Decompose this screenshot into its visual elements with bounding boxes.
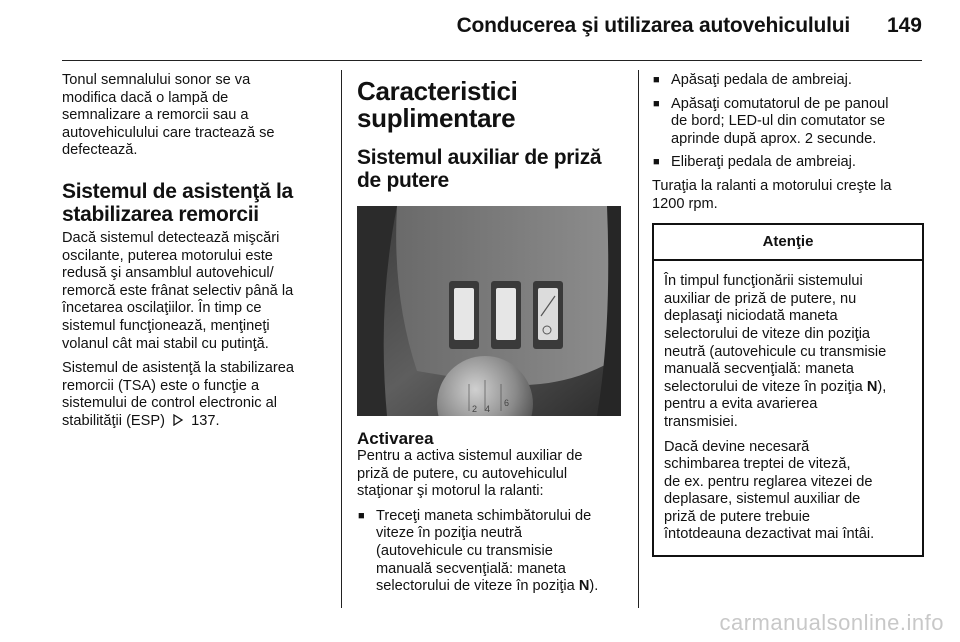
text-line: Eliberaţi pedala de ambreiaj. <box>671 154 856 171</box>
watermark: carmanualsonline.info <box>719 610 944 635</box>
text-line: de bord; LED-ul din comutator se <box>671 113 886 130</box>
square-bullet-icon: ■ <box>653 97 660 110</box>
text-line: pentru a evita avarierea <box>664 396 818 413</box>
header-rule <box>62 60 922 61</box>
gear-position-label: N <box>866 378 878 395</box>
gear-position-label: N <box>578 578 590 595</box>
warning-paragraph-1 <box>664 273 914 431</box>
text-line: viteze în poziţia neutră <box>376 525 523 542</box>
text-line: Apăsaţi pedala de ambreiaj. <box>671 72 852 88</box>
list-item <box>652 72 924 90</box>
warning-box <box>652 223 924 557</box>
text-fragment: selectorului de viteze în poziţia <box>664 378 867 395</box>
text-line: oscilante, puterea motorului este <box>62 247 273 264</box>
subsection-title <box>357 146 625 192</box>
tsa-paragraph-2 <box>62 360 324 430</box>
list-item <box>652 96 924 149</box>
text-fragment: stabilităţii (ESP) <box>62 412 165 429</box>
text-line: volanul cât mai stabil cu putinţă. <box>62 335 269 352</box>
text-line: schimbarea treptei de viteză, <box>664 456 851 473</box>
text-line: priză de putere, cu autovehiculul <box>357 465 568 482</box>
text-line: remorcă este frânat selectiv până la <box>62 282 294 299</box>
text-line: auxiliar de priză de putere, nu <box>664 290 857 307</box>
list-item <box>652 154 924 172</box>
text-line: selectorului de viteze din poziţia <box>664 325 871 342</box>
page-number: 149 <box>886 14 922 37</box>
text-line: modifica dacă o lampă de <box>62 89 229 106</box>
text-line: 1200 rpm. <box>652 195 718 212</box>
warning-paragraph-2 <box>664 439 914 545</box>
text-line: transmisiei. <box>664 413 738 430</box>
list-item <box>357 508 625 596</box>
power-take-off-switch <box>533 281 563 349</box>
square-bullet-icon: ■ <box>358 509 365 522</box>
gear-number: 2 <box>472 404 478 414</box>
text-line: Pentru a activa sistemul auxiliar de <box>357 448 583 464</box>
text-line: Turaţia la ralanti a motorului creşte la <box>652 177 892 194</box>
tsa-heading <box>62 180 324 226</box>
activation-paragraph <box>357 448 625 501</box>
text-line <box>664 379 914 397</box>
intro-paragraph <box>62 72 324 160</box>
square-bullet-icon: ■ <box>653 156 660 169</box>
text-line: Dacă sistemul detectează mişcări <box>62 229 280 246</box>
text-line: (autovehicule cu transmisie <box>376 542 553 559</box>
text-line: neutră (autovehicule cu transmisie <box>664 343 887 360</box>
heading-line: de putere <box>357 169 449 192</box>
text-line: Apăsaţi comutatorul de pe panoul <box>671 95 889 112</box>
text-line: deplasare, sistemul auxiliar de <box>664 491 861 508</box>
text-line: de ex. pentru reglarea vitezei de <box>664 473 873 490</box>
heading-line: Caracteristici <box>357 76 518 106</box>
text-line: staţionar şi motorul la ralanti: <box>357 483 544 500</box>
text-line: Treceţi maneta schimbătorului de <box>376 507 592 524</box>
text-line: În timpul funcţionării sistemului <box>664 273 863 290</box>
gear-number: 4 <box>485 404 491 414</box>
text-fragment: selectorului de viteze în poziţia <box>376 578 579 595</box>
heading-line: Sistemul de asistenţă la <box>62 179 293 203</box>
switch-button <box>449 281 479 349</box>
text-line: Dacă devine necesară <box>664 438 810 455</box>
reference-page-number[interactable]: 137. <box>191 412 220 429</box>
column-divider <box>341 70 342 608</box>
column-2 <box>357 72 625 602</box>
idle-speed-paragraph <box>652 178 924 213</box>
text-line: manuală secvenţială: maneta <box>376 560 566 577</box>
text-line: Tonul semnalului sonor se va <box>62 72 251 88</box>
text-line: priză de putere trebuie <box>664 508 811 525</box>
column-1 <box>62 72 324 438</box>
column-3 <box>652 72 924 557</box>
square-bullet-icon: ■ <box>653 74 660 86</box>
page-header <box>0 0 960 62</box>
dashboard-switch-photo <box>357 206 621 416</box>
text-fragment: ). <box>589 578 599 595</box>
section-title <box>357 78 625 132</box>
text-line: sistemul funcţionează, menţineţi <box>62 317 270 334</box>
text-line: remorcii (TSA) este o funcţie a <box>62 377 260 394</box>
text-fragment: ), <box>877 378 887 395</box>
text-line: încetarea oscilaţiilor. În timp ce <box>62 300 262 317</box>
text-line: deplasaţi niciodată maneta <box>664 308 838 325</box>
header-title: Conducerea şi utilizarea autovehiculului <box>456 14 850 37</box>
text-line: întotdeauna dezactivat mai întâi. <box>664 526 875 543</box>
text-line <box>376 578 598 596</box>
switch-button <box>491 281 521 349</box>
text-line: aprinde după aprox. 2 secunde. <box>671 130 877 147</box>
text-line: autovehiculului care tractează se <box>62 124 275 141</box>
text-line: semnalizare a remorcii sau a <box>62 107 249 124</box>
gear-number: 6 <box>504 398 510 408</box>
heading-line: suplimentare <box>357 103 516 133</box>
text-line: Sistemul de asistenţă la stabilizarea <box>62 360 294 377</box>
text-line: sistemului de control electronic al <box>62 395 277 412</box>
page-reference-icon[interactable] <box>172 414 184 426</box>
warning-title: Atenţie <box>654 225 922 261</box>
tsa-paragraph-1 <box>62 230 324 353</box>
text-line: defectează. <box>62 142 138 159</box>
heading-line: stabilizarea remorcii <box>62 202 259 226</box>
activation-heading: Activarea <box>357 429 434 448</box>
text-line: redusă şi ansamblul autovehicul/ <box>62 265 274 282</box>
column-divider <box>638 70 639 608</box>
text-line <box>62 413 324 431</box>
text-line: manuală secvenţială: maneta <box>664 361 854 378</box>
heading-line: Sistemul auxiliar de priză <box>357 146 602 169</box>
